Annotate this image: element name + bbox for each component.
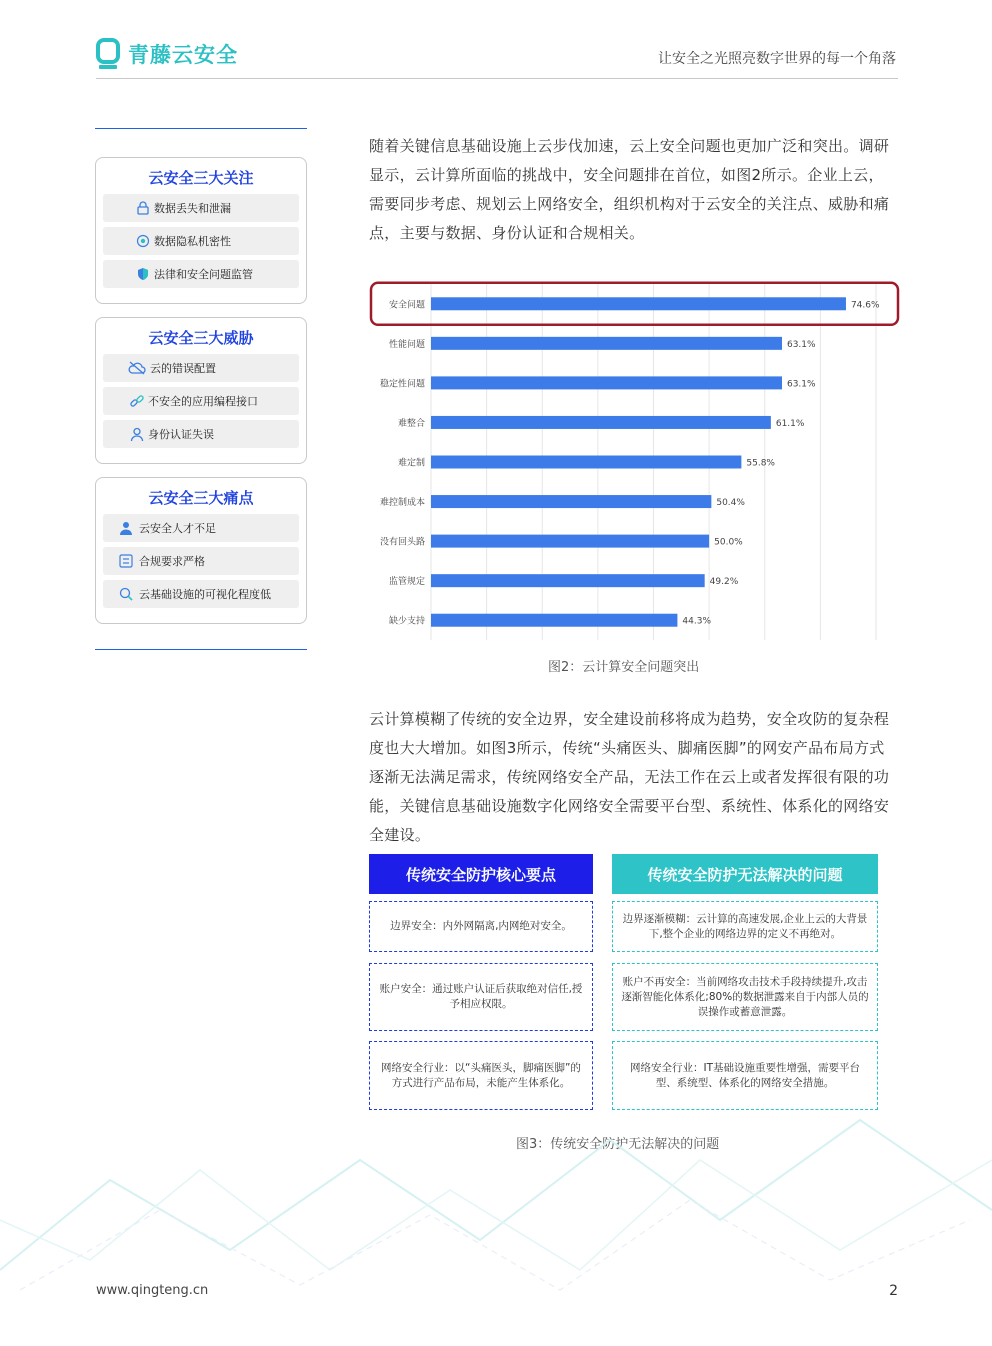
value-label: 63.1%	[786, 339, 816, 350]
cloud-off-icon	[127, 360, 147, 376]
category-label: 缺少支持	[388, 616, 425, 627]
privacy-icon	[135, 233, 151, 249]
paragraph-boundary: 云计算模糊了传统的安全边界，安全建设前移将成为趋势，安全攻防的复杂程度也大大增加。如图3所示，传统“头痛医头、脚痛医脚”的网安产品布局方式逐渐无法满足需求，传统网络安全产品，无法工作在云上或者发挥很有限的功能，关键信息基础设施数字化网络安全需要平台型、系统性、体系化的网络安全建设。	[369, 710, 890, 844]
table-cell-right: 网络安全行业：IT基础设施重要性增强，需要平台型、系统型、体系化的网络安全措施。	[612, 1041, 878, 1110]
list-item	[103, 580, 299, 608]
item-label: 云安全人才不足	[139, 522, 216, 535]
person-icon	[118, 520, 134, 536]
bar	[431, 376, 782, 389]
list-item	[103, 260, 299, 288]
list-item	[103, 227, 299, 255]
list-item	[103, 420, 299, 448]
header-divider	[96, 78, 898, 79]
brand-name: 青藤云安全	[128, 43, 238, 67]
table-cell-right: 账户不再安全：当前网络攻击技术手段持续提升,攻击逐渐智能化体系化;80%的数据泄露来自于内部人员的误操作或蓄意泄露。	[612, 963, 878, 1031]
sidebar-bottom-divider	[95, 649, 307, 650]
table-cell-left: 边界安全：内外网隔离,内网绝对安全。	[369, 901, 593, 952]
item-label: 合规要求严格	[139, 555, 205, 568]
category-label: 性能问题	[388, 339, 425, 350]
bar	[431, 456, 741, 469]
table-cell-right: 边界逐渐模糊：云计算的高速发展,企业上云的大背景下,整个企业的网络边界的定义不再绝对。	[612, 901, 878, 952]
search-icon	[118, 586, 134, 602]
section-title: 云安全三大痛点	[148, 489, 254, 507]
sidebar-section-concerns	[95, 157, 307, 304]
list-item	[103, 194, 299, 222]
value-label: 44.3%	[682, 616, 712, 627]
list-item	[103, 387, 299, 415]
lock-icon	[135, 200, 151, 216]
value-label: 55.8%	[746, 458, 775, 469]
bar	[431, 337, 782, 350]
item-label: 数据隐私机密性	[154, 235, 231, 248]
table-cell-left: 账户安全：通过账户认证后获取绝对信任,授予相应权限。	[369, 963, 593, 1031]
list-item	[103, 547, 299, 575]
table-cell-left: 网络安全行业：以“头痛医头，脚痛医脚”的方式进行产品布局，未能产生体系化。	[369, 1041, 593, 1110]
item-label: 云基础设施的可视化程度低	[139, 588, 271, 601]
figure-2-caption: 图2：云计算安全问题突出	[548, 660, 700, 675]
shield-icon	[135, 266, 151, 282]
category-label: 监管规定	[388, 577, 425, 588]
item-label: 数据丢失和泄漏	[154, 202, 231, 215]
decorative-wave-lines	[0, 1100, 992, 1300]
value-label: 50.0%	[714, 537, 743, 548]
section-title: 云安全三大关注	[148, 169, 254, 187]
category-label: 安全问题	[388, 300, 425, 311]
item-label: 身份认证失误	[148, 428, 214, 441]
category-label: 难控制成本	[379, 498, 425, 509]
paragraph-intro: 随着关键信息基础设施上云步伐加速，云上安全问题也更加广泛和突出。调研显示，云计算所面临的挑战中，安全问题排在首位，如图2所示。企业上云，需要同步考虑、规划云上网络安全，组织机构对于云安全的关注点、威胁和痛点，主要与数据、身份认证和合规相关。	[369, 137, 890, 242]
bar	[431, 495, 711, 508]
checklist-icon	[118, 553, 134, 569]
bar	[431, 574, 705, 587]
category-label: 没有回头路	[379, 537, 425, 548]
link-icon	[129, 393, 145, 409]
list-item	[103, 514, 299, 542]
table-left-header: 传统安全防护核心要点	[369, 854, 593, 894]
brand-logo	[96, 38, 238, 70]
page-number: 2	[889, 1283, 898, 1299]
user-icon	[129, 426, 145, 442]
bar	[431, 416, 771, 429]
figure-3-caption: 图3：传统安全防护无法解决的问题	[516, 1137, 720, 1152]
footer-url[interactable]: www.qingteng.cn	[96, 1283, 209, 1298]
section-title: 云安全三大威胁	[148, 329, 254, 347]
value-label: 63.1%	[786, 379, 816, 390]
bar-chart	[368, 278, 900, 648]
item-label: 不安全的应用编程接口	[148, 395, 258, 408]
sidebar-section-pain-points	[95, 477, 307, 624]
item-label: 云的错误配置	[150, 362, 216, 375]
value-label: 49.2%	[709, 577, 739, 588]
table-right-header: 传统安全防护无法解决的问题	[612, 854, 878, 894]
category-label: 难定制	[397, 458, 425, 469]
item-label: 法律和安全问题监管	[154, 268, 253, 281]
chart-bars	[380, 297, 880, 626]
sidebar-top-divider	[95, 128, 307, 129]
category-label: 难整合	[397, 418, 425, 429]
bar	[431, 297, 846, 310]
header-slogan: 让安全之光照亮数字世界的每一个角落	[658, 51, 896, 67]
value-label: 61.1%	[775, 418, 805, 429]
list-item	[103, 354, 299, 382]
value-label: 74.6%	[850, 300, 880, 311]
sidebar-section-threats	[95, 317, 307, 464]
bar	[431, 614, 677, 627]
bar	[431, 535, 709, 548]
category-label: 稳定性问题	[379, 379, 425, 390]
brand-logo-icon	[96, 38, 120, 70]
value-label: 50.4%	[716, 498, 745, 509]
